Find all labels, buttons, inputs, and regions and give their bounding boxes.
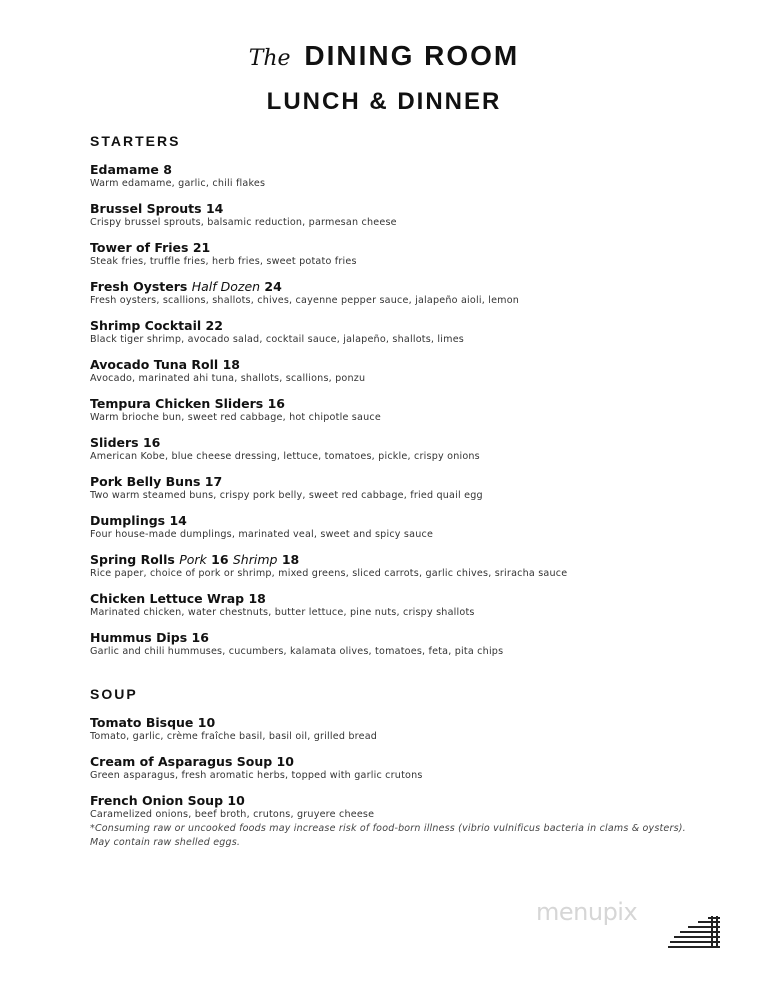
menu-subtitle: LUNCH & DINNER — [266, 88, 502, 115]
menu-item — [90, 162, 730, 190]
item-description: Avocado, marinated ahi tuna, shallots, scallions, ponzu — [90, 373, 366, 384]
item-description: Black tiger shrimp, avocado salad, cocktail sauce, jalapeño, shallots, limes — [90, 334, 464, 345]
item-description: Four house-made dumplings, marinated veal, sweet and spicy sauce — [90, 529, 434, 540]
menu-item — [90, 793, 730, 821]
item-name: Dumplings 14 — [90, 513, 187, 528]
title-the: The — [248, 46, 291, 71]
item-name: Edamame 8 — [90, 162, 172, 177]
menu-item — [90, 552, 730, 580]
item-name-price: 24 — [260, 279, 282, 294]
section-starters — [90, 133, 730, 658]
item-description: Two warm steamed buns, crispy pork belly, sweet red cabbage, fried quail egg — [90, 490, 483, 501]
building-stripes-logo-icon — [666, 914, 722, 954]
footnote-line: *Consuming raw or uncooked foods may increase risk of food-born illness (vibrio vulnificus bacteria in clams & oysters). — [90, 823, 686, 834]
item-name-part: Spring Rolls — [90, 552, 180, 567]
item-description: Rice paper, choice of pork or shrimp, mixed greens, sliced carrots, garlic chives, sriracha sauce — [90, 568, 568, 579]
item-name: Chicken Lettuce Wrap 18 — [90, 591, 266, 606]
logo-svg — [666, 914, 722, 950]
menu-item — [90, 201, 730, 229]
menu-body — [90, 133, 730, 832]
menu-item — [90, 240, 730, 268]
item-description: Garlic and chili hummuses, cucumbers, kalamata olives, tomatoes, feta, pita chips — [90, 646, 504, 657]
section-soup — [90, 686, 730, 821]
item-name — [90, 552, 730, 568]
item-name: Pork Belly Buns 17 — [90, 474, 223, 489]
item-description: Marinated chicken, water chestnuts, butter lettuce, pine nuts, crispy shallots — [90, 607, 475, 618]
menu-item — [90, 591, 730, 619]
menu-item — [90, 357, 730, 385]
item-description: Steak fries, truffle fries, herb fries, sweet potato fries — [90, 256, 357, 267]
menu-item — [90, 435, 730, 463]
item-description: Tomato, garlic, crème fraîche basil, basil oil, grilled bread — [90, 731, 378, 742]
menu-item — [90, 513, 730, 541]
allergy-footnote — [90, 822, 730, 850]
menu-item — [90, 715, 730, 743]
item-name: Sliders 16 — [90, 435, 161, 450]
menu-item — [90, 396, 730, 424]
menu-item — [90, 630, 730, 658]
item-name-price: 16 — [206, 552, 233, 567]
menu-item — [90, 474, 730, 502]
item-name-part: Fresh Oysters — [90, 279, 192, 294]
menupix-watermark: menupix — [536, 898, 638, 926]
menu-header — [0, 40, 768, 116]
item-description: American Kobe, blue cheese dressing, lettuce, tomatoes, pickle, crispy onions — [90, 451, 480, 462]
menu-item — [90, 318, 730, 346]
item-name-portion: Half Dozen — [191, 279, 261, 294]
section-title-soup: SOUP — [90, 686, 138, 702]
item-description: Warm edamame, garlic, chili flakes — [90, 178, 266, 189]
item-name: Tower of Fries 21 — [90, 240, 211, 255]
item-name — [90, 279, 730, 295]
menu-item — [90, 754, 730, 782]
section-title-starters: STARTERS — [90, 133, 181, 149]
item-name: Shrimp Cocktail 22 — [90, 318, 223, 333]
menu-item — [90, 279, 730, 307]
item-name: Tomato Bisque 10 — [90, 715, 216, 730]
item-name: Brussel Sprouts 14 — [90, 201, 224, 216]
restaurant-title — [0, 40, 768, 72]
item-description: Caramelized onions, beef broth, crutons, gruyere cheese — [90, 809, 375, 820]
item-description: Fresh oysters, scallions, shallots, chives, cayenne pepper sauce, jalapeño aioli, lemon — [90, 295, 520, 306]
item-name: Avocado Tuna Roll 18 — [90, 357, 240, 372]
item-name-option: Shrimp — [232, 552, 278, 567]
item-description: Warm brioche bun, sweet red cabbage, hot chipotle sauce — [90, 412, 381, 423]
item-name: French Onion Soup 10 — [90, 793, 245, 808]
title-main: DINING ROOM — [304, 40, 520, 71]
item-description: Green asparagus, fresh aromatic herbs, topped with garlic crutons — [90, 770, 423, 781]
item-name-price: 18 — [277, 552, 300, 567]
footnote-line: May contain raw shelled eggs. — [90, 837, 241, 848]
item-name: Tempura Chicken Sliders 16 — [90, 396, 285, 411]
item-name: Cream of Asparagus Soup 10 — [90, 754, 294, 769]
item-description: Crispy brussel sprouts, balsamic reduction, parmesan cheese — [90, 217, 397, 228]
item-name-option: Pork — [179, 552, 207, 567]
item-name: Hummus Dips 16 — [90, 630, 209, 645]
